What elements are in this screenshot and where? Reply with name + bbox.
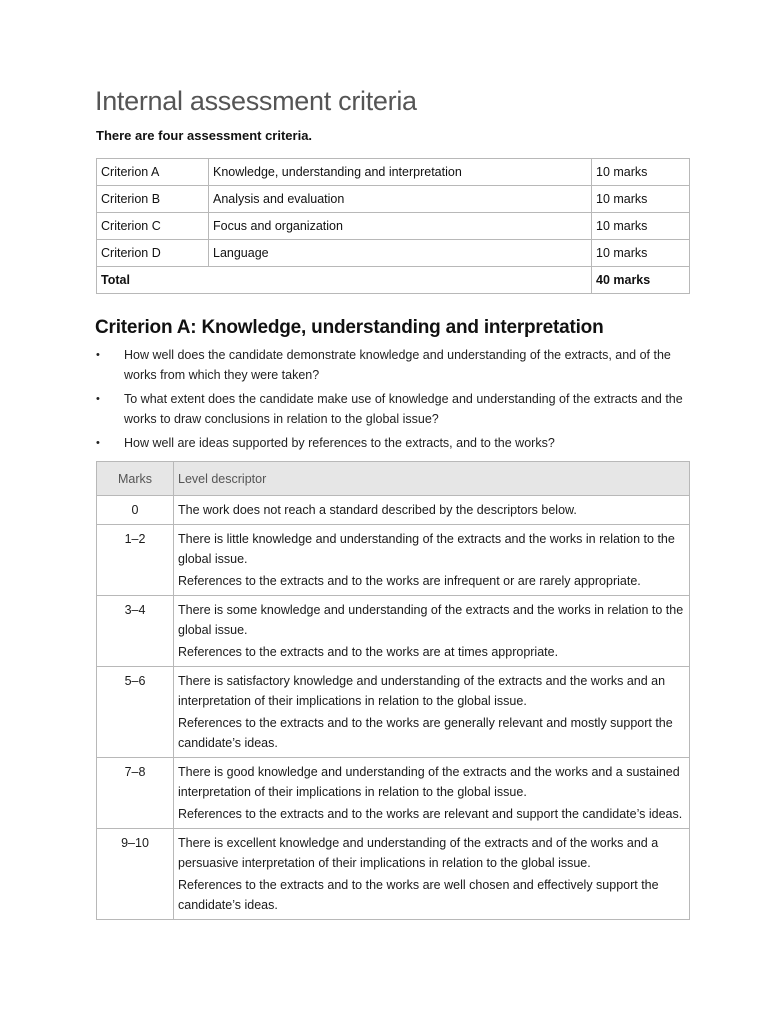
marks-cell: 0 (97, 496, 174, 525)
marks-cell: 9–10 (97, 829, 174, 920)
criterion-marks-cell: 10 marks (592, 240, 690, 267)
descriptor-cell (174, 758, 690, 829)
criterion-cell: Criterion D (97, 240, 209, 267)
table-row (97, 829, 690, 920)
bullet-icon: • (96, 349, 100, 361)
table-row (97, 596, 690, 667)
criterion-cell: Criterion B (97, 186, 209, 213)
table-row (97, 186, 690, 213)
criterion-marks-cell: 10 marks (592, 213, 690, 240)
descriptor-text: References to the extracts and to the works are infrequent or are rarely appropriate. (178, 574, 641, 588)
criterion-name-cell: Language (209, 240, 592, 267)
bullet-icon: • (96, 437, 100, 449)
descriptor-text: References to the extracts and to the works are well chosen and effectively support the candidate’s ideas. (178, 878, 659, 912)
marks-cell: 3–4 (97, 596, 174, 667)
table-row (97, 213, 690, 240)
descriptor-text: There is little knowledge and understanding of the extracts and the works in relation to the global issue. (178, 532, 675, 566)
table-row (97, 667, 690, 758)
total-row (97, 267, 690, 294)
question-text: How well are ideas supported by references to the extracts, and to the works? (124, 436, 555, 450)
descriptor-cell (174, 829, 690, 920)
intro-text: There are four assessment criteria. (96, 128, 313, 143)
criterion-name-cell: Knowledge, understanding and interpretation (209, 159, 592, 186)
total-label: Total (97, 267, 592, 294)
table-row (97, 240, 690, 267)
question-text: How well does the candidate demonstrate knowledge and understanding of the extracts, and of the works from which they were taken? (124, 348, 671, 382)
descriptor-text: The work does not reach a standard described by the descriptors below. (178, 503, 577, 517)
descriptor-cell (174, 667, 690, 758)
bullet-icon: • (96, 393, 100, 405)
criterion-a-questions (96, 345, 692, 457)
descriptor-text: There is some knowledge and understanding of the extracts and the works in relation to the global issue. (178, 603, 684, 637)
descriptor-text: There is excellent knowledge and understanding of the extracts and of the works and a persuasive interpretation of their implications in relation to the global issue. (178, 836, 659, 870)
list-item (96, 389, 692, 429)
table-row (97, 159, 690, 186)
descriptor-cell (174, 525, 690, 596)
level-descriptor-table (96, 461, 690, 920)
descriptor-text: References to the extracts and to the works are generally relevant and mostly support the candidate’s ideas. (178, 716, 673, 750)
descriptor-text: References to the extracts and to the works are relevant and support the candidate’s ideas. (178, 807, 683, 821)
descriptor-cell (174, 496, 690, 525)
criterion-marks-cell: 10 marks (592, 159, 690, 186)
marks-column-header: Marks (97, 462, 174, 496)
question-text: To what extent does the candidate make use of knowledge and understanding of the extracts and the works to draw conclusions in relation to the global issue? (124, 392, 683, 426)
page-title: Internal assessment criteria (95, 86, 417, 116)
criterion-name-cell: Focus and organization (209, 213, 592, 240)
descriptor-cell (174, 596, 690, 667)
total-marks: 40 marks (592, 267, 690, 294)
marks-cell: 5–6 (97, 667, 174, 758)
criterion-a-heading: Criterion A: Knowledge, understanding and interpretation (95, 317, 604, 338)
descriptor-text: References to the extracts and to the works are at times appropriate. (178, 645, 559, 659)
criterion-cell: Criterion A (97, 159, 209, 186)
criterion-marks-cell: 10 marks (592, 186, 690, 213)
marks-cell: 7–8 (97, 758, 174, 829)
descriptor-text: There is satisfactory knowledge and understanding of the extracts and the works and an interpretation of their implications in relation to the global issue. (178, 674, 666, 708)
list-item (96, 345, 692, 385)
marks-cell: 1–2 (97, 525, 174, 596)
table-row (97, 525, 690, 596)
criterion-cell: Criterion C (97, 213, 209, 240)
descriptor-text: There is good knowledge and understanding of the extracts and the works and a sustained interpretation of their implications in relation to the global issue. (178, 765, 680, 799)
criterion-name-cell: Analysis and evaluation (209, 186, 592, 213)
table-header-row (97, 462, 690, 496)
table-row (97, 496, 690, 525)
table-row (97, 758, 690, 829)
criteria-summary-table (96, 158, 690, 294)
descriptor-column-header: Level descriptor (174, 462, 690, 496)
list-item (96, 433, 692, 453)
